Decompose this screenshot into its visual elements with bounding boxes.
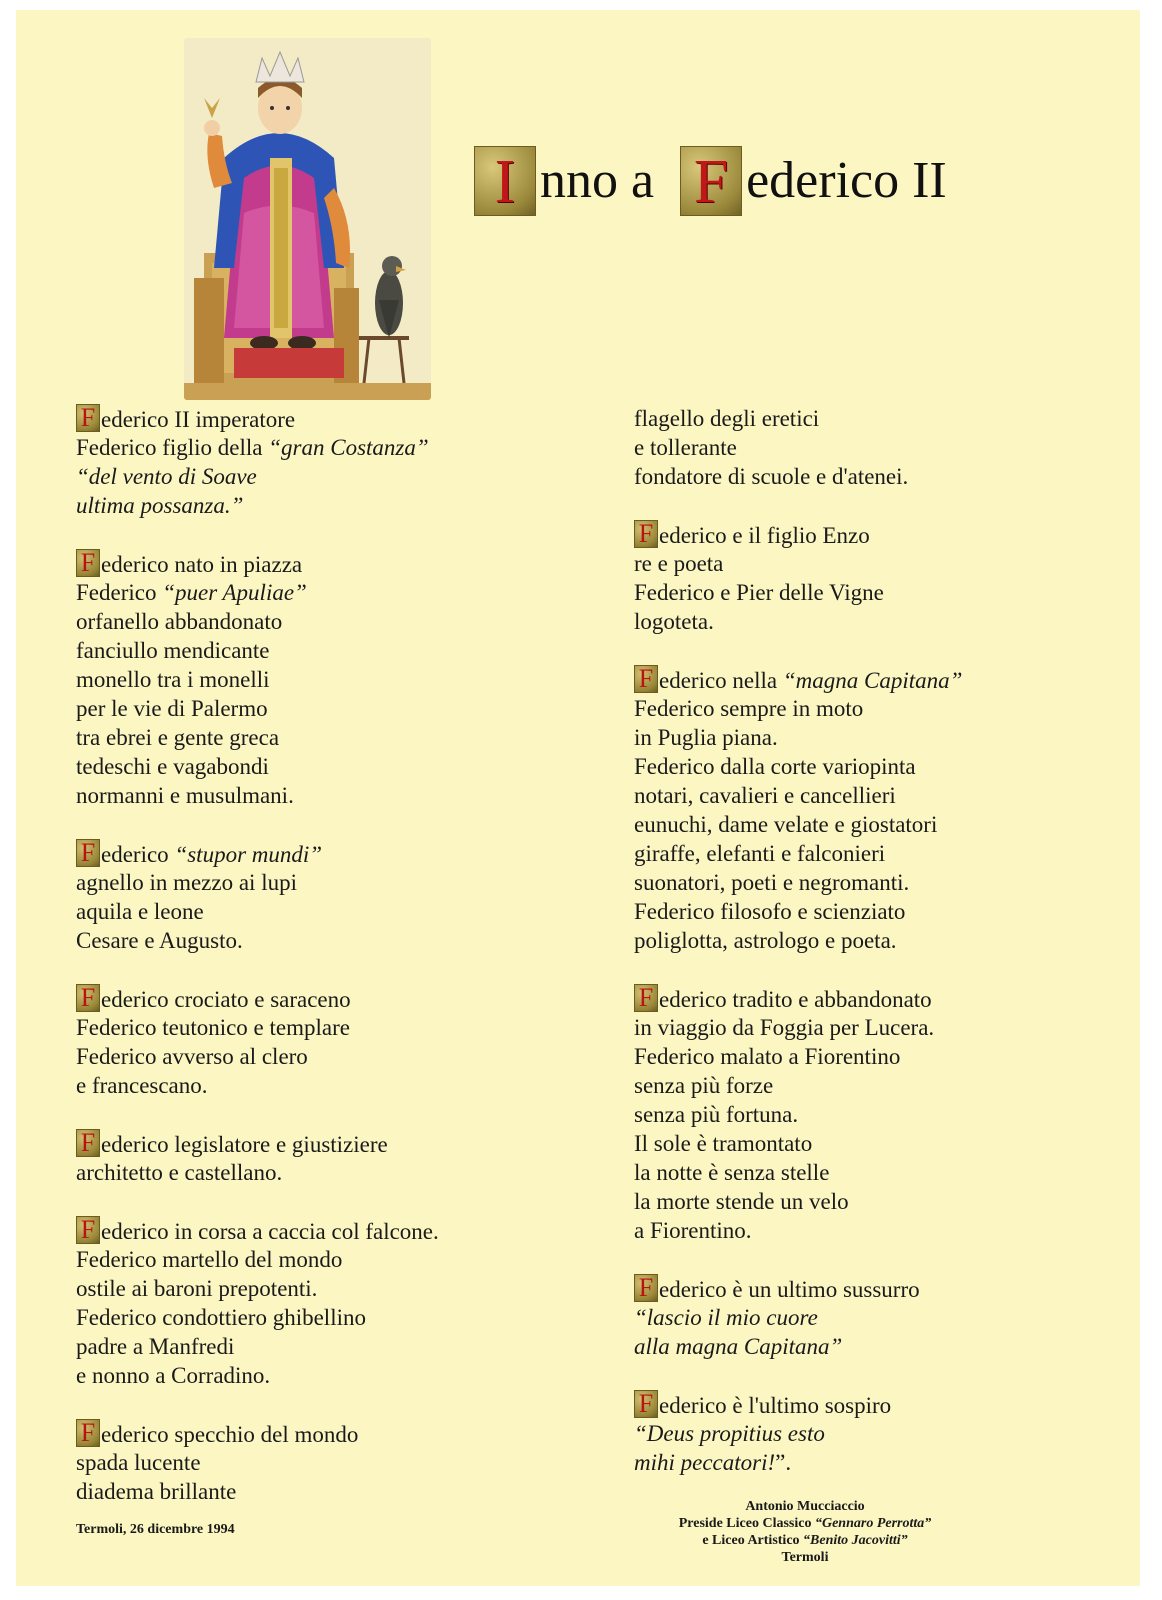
illuminated-initial-icon: F [76,404,100,432]
verse-line: Federico figlio della “gran Costanza” [76,435,429,460]
verse-line: F ederico e il figlio Enzo [634,520,1114,549]
stanza [76,404,546,520]
illuminated-initial-icon: F [634,1274,658,1302]
verse-line: Federico avverso al clero [76,1044,308,1069]
poem-title [474,146,947,216]
emperor-frederick-portrait-icon [184,38,431,400]
verse-line: Cesare e Augusto. [76,928,243,953]
stanza [634,1274,1114,1361]
verse-line: normanni e musulmani. [76,783,294,808]
stanza [634,984,1114,1245]
author-role-2: e Liceo Artistico “Benito Jacovitti” [702,1533,908,1548]
verse-line: mihi peccatori!”. [634,1450,792,1475]
stanza [76,984,546,1100]
date-line: Termoli, 26 dicembre 1994 [76,1522,235,1537]
verse-line: poliglotta, astrologo e poeta. [634,928,897,953]
author-name: Antonio Mucciaccio [745,1499,865,1514]
title-word-1: nno a [540,152,655,209]
verse-line: F ederico è l'ultimo sospiro [634,1390,1114,1419]
verse-line: monello tra i monelli [76,667,270,692]
title-word-2: ederico II [746,152,947,209]
verse-line: Federico sempre in moto [634,696,864,721]
verse-line: per le vie di Palermo [76,696,268,721]
verse-line: F ederico nella “magna Capitana” [634,665,1114,694]
poem-left-column [76,404,546,1535]
verse-line: Federico teutonico e templare [76,1015,350,1040]
illuminated-initial-icon: F [634,665,658,693]
verse-line: e tollerante [634,435,737,460]
stanza [76,1216,546,1390]
verse-line: F ederico II imperatore [76,404,546,433]
verse-line: Federico malato a Fiorentino [634,1044,901,1069]
verse-line: F ederico specchio del mondo [76,1419,546,1448]
verse-line: F ederico legislatore e giustiziere [76,1129,546,1158]
verse-line: Federico condottiero ghibellino [76,1305,366,1330]
verse-line: notari, cavalieri e cancellieri [634,783,896,808]
verse-line: orfanello abbandonato [76,609,283,634]
verse-line: logoteta. [634,609,714,634]
verse-line: senza più fortuna. [634,1102,799,1127]
verse-line: re e poeta [634,551,724,576]
stanza [76,549,546,810]
illuminated-initial-icon: F [76,984,100,1012]
verse-line: F ederico tradito e abbandonato [634,984,1114,1013]
verse-line: eunuchi, dame velate e giostatori [634,812,938,837]
illuminated-initial-icon: F [76,1216,100,1244]
verse-line: e nonno a Corradino. [76,1363,271,1388]
illuminated-initial-icon: F [76,1419,100,1447]
verse-line: aquila e leone [76,899,204,924]
verse-line: Federico “puer Apuliae” [76,580,307,605]
verse-line: “Deus propitius esto [634,1421,825,1446]
verse-line: Federico martello del mondo [76,1247,343,1272]
verse-line: alla magna Capitana” [634,1334,843,1359]
verse-line: padre a Manfredi [76,1334,235,1359]
verse-line: tra ebrei e gente greca [76,725,280,750]
illuminated-initial-icon: F [634,520,658,548]
verse-line: “lascio il mio cuore [634,1305,818,1330]
stanza [634,1390,1114,1477]
verse-line: Federico dalla corte variopinta [634,754,916,779]
stanza [634,520,1114,636]
verse-line: F ederico “stupor mundi” [76,839,546,868]
author-signature [610,1498,1000,1566]
illuminated-initial-icon: I [474,146,536,216]
illuminated-initial-icon: F [76,839,100,867]
verse-line: ostile ai baroni prepotenti. [76,1276,318,1301]
verse-line: F ederico nato in piazza [76,549,546,578]
author-role: Preside Liceo Classico “Gennaro Perrotta” [678,1516,932,1531]
verse-line: Federico filosofo e scienziato [634,899,906,924]
verse-line: flagello degli eretici [634,406,820,431]
verse-line: fondatore di scuole e d'atenei. [634,464,909,489]
verse-line: agnello in mezzo ai lupi [76,870,297,895]
verse-line: a Fiorentino. [634,1218,752,1243]
verse-line: in viaggio da Foggia per Lucera. [634,1015,935,1040]
illuminated-initial-icon: F [680,146,742,216]
verse-line: F ederico crociato e saraceno [76,984,546,1013]
verse-line: architetto e castellano. [76,1160,283,1185]
verse-line: e francescano. [76,1073,208,1098]
verse-line: tedeschi e vagabondi [76,754,269,779]
illuminated-initial-icon: F [76,1129,100,1157]
illuminated-initial-icon: F [76,549,100,577]
verse-line: senza più forze [634,1073,774,1098]
verse-line: ultima possanza.” [76,493,244,518]
verse-line: F ederico è un ultimo sussurro [634,1274,1114,1303]
illuminated-initial-icon: F [634,984,658,1012]
verse-line: diadema brillante [76,1479,237,1504]
verse-line: giraffe, elefanti e falconieri [634,841,886,866]
verse-line: la notte è senza stelle [634,1160,830,1185]
verse-line: Il sole è tramontato [634,1131,813,1156]
stanza [76,839,546,955]
stanza [634,404,1114,491]
stanza [634,665,1114,955]
stanza [76,1419,546,1506]
verse-line: suonatori, poeti e negromanti. [634,870,910,895]
verse-line: fanciullo mendicante [76,638,270,663]
poem-right-column [634,404,1114,1506]
verse-line: “del vento di Soave [76,464,257,489]
verse-line: in Puglia piana. [634,725,778,750]
verse-line: F ederico in corsa a caccia col falcone. [76,1216,546,1245]
verse-line: spada lucente [76,1450,201,1475]
verse-line: la morte stende un velo [634,1189,849,1214]
illuminated-initial-icon: F [634,1390,658,1418]
author-city: Termoli [781,1550,829,1565]
verse-line: Federico e Pier delle Vigne [634,580,884,605]
stanza [76,1129,546,1187]
